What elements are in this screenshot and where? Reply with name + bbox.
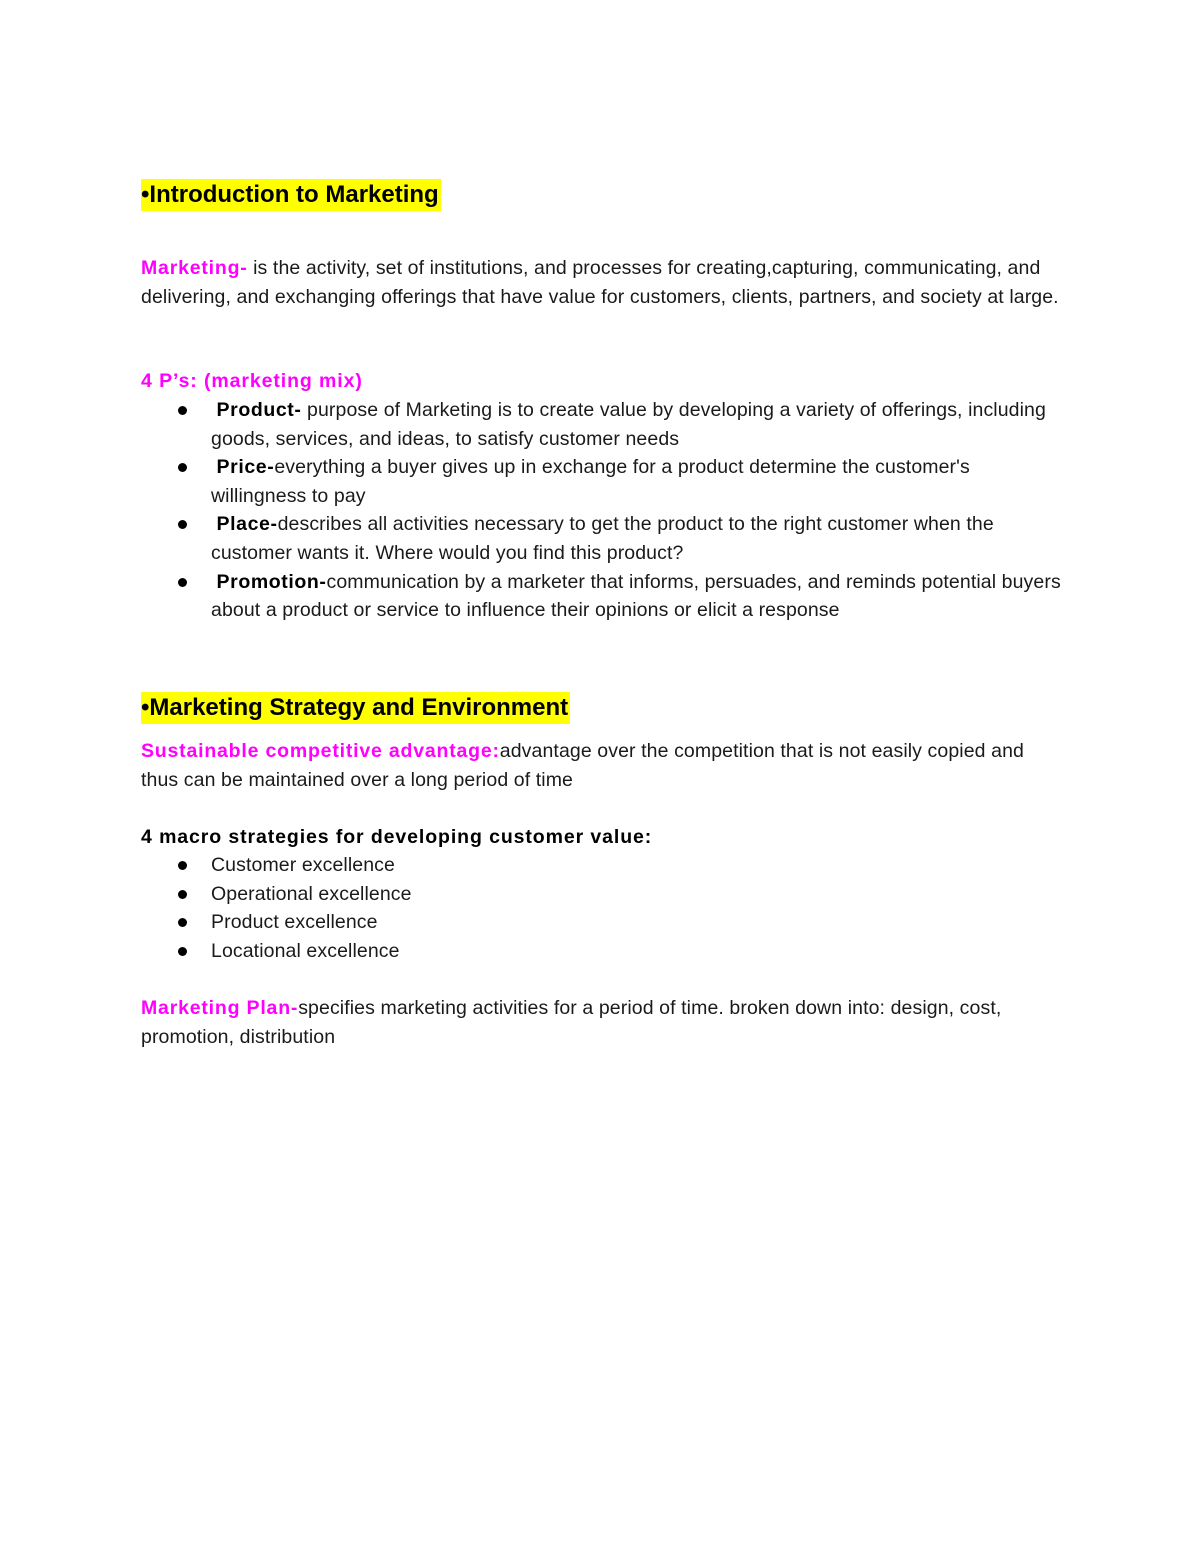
item-text: Product excellence: [211, 911, 378, 934]
list-item: [141, 937, 1061, 966]
heading-highlight: •Introduction to Marketing: [141, 179, 441, 211]
bullet-icon: [178, 861, 187, 870]
section-heading-strategy: [141, 693, 570, 723]
definition-text: is the activity, set of institutions, and processes for creating,capturing, communicating, and delivering, and exchanging offerings that have value for customers, clients, partners, and society at large.: [141, 257, 1059, 308]
plan-text: specifies marketing activities for a period of time. broken down into: design, cost, promotion, distribution: [141, 997, 1002, 1048]
item-term: Promotion-: [216, 570, 327, 593]
item-text: communication by a marketer that informs, persuades, and reminds potential buyers about a product or service to influence their opinions or elicit a response: [211, 570, 1061, 622]
bullet-icon: [178, 406, 187, 415]
marketing-definition: [141, 254, 1066, 311]
item-term: Price-: [216, 456, 275, 479]
item-term: Product-: [216, 399, 302, 421]
bullet-icon: [178, 520, 187, 529]
definition-term: Marketing-: [141, 257, 248, 279]
heading-highlight: •Marketing Strategy and Environment: [141, 692, 570, 724]
item-text: Locational excellence: [211, 939, 400, 962]
section-heading-introduction: [141, 180, 441, 210]
item-term: Place-: [216, 513, 278, 536]
item-text: everything a buyer gives up in exchange for a product determine the customer's willingness to pay: [211, 456, 970, 507]
macro-strategies-list: [141, 851, 1061, 965]
item-text: describes all activities necessary to get the product to the right customer when the customer wants it. Where would you find this product?: [211, 513, 994, 564]
four-ps-list: [141, 396, 1061, 625]
macro-strategies-heading: 4 macro strategies for developing customer value:: [141, 826, 653, 848]
list-item-product: [141, 396, 1061, 453]
sca-text: advantage over the competition that is not easily copied and thus can be maintained over a long period of time: [141, 740, 1024, 791]
bullet-icon: [178, 578, 187, 587]
item-text: Customer excellence: [211, 854, 395, 876]
item-text: Operational excellence: [211, 882, 412, 905]
sca-definition: [141, 737, 1066, 794]
marketing-plan-definition: [141, 994, 1066, 1051]
list-item-price: [141, 453, 1061, 510]
list-item: [141, 908, 1061, 937]
list-item: [141, 880, 1061, 909]
item-text: purpose of Marketing is to create value by developing a variety of offerings, including goods, services, and ideas, to satisfy customer needs: [211, 399, 1046, 450]
bullet-icon: [178, 890, 187, 899]
bullet-icon: [178, 947, 187, 956]
plan-term: Marketing Plan-: [141, 997, 299, 1019]
list-item-promotion: [141, 568, 1061, 625]
bullet-icon: [178, 463, 187, 472]
four-ps-heading: 4 P’s: (marketing mix): [141, 370, 363, 392]
bullet-icon: [178, 918, 187, 927]
sca-term: Sustainable competitive advantage:: [141, 740, 500, 762]
list-item-place: [141, 510, 1061, 567]
list-item: [141, 851, 1061, 880]
